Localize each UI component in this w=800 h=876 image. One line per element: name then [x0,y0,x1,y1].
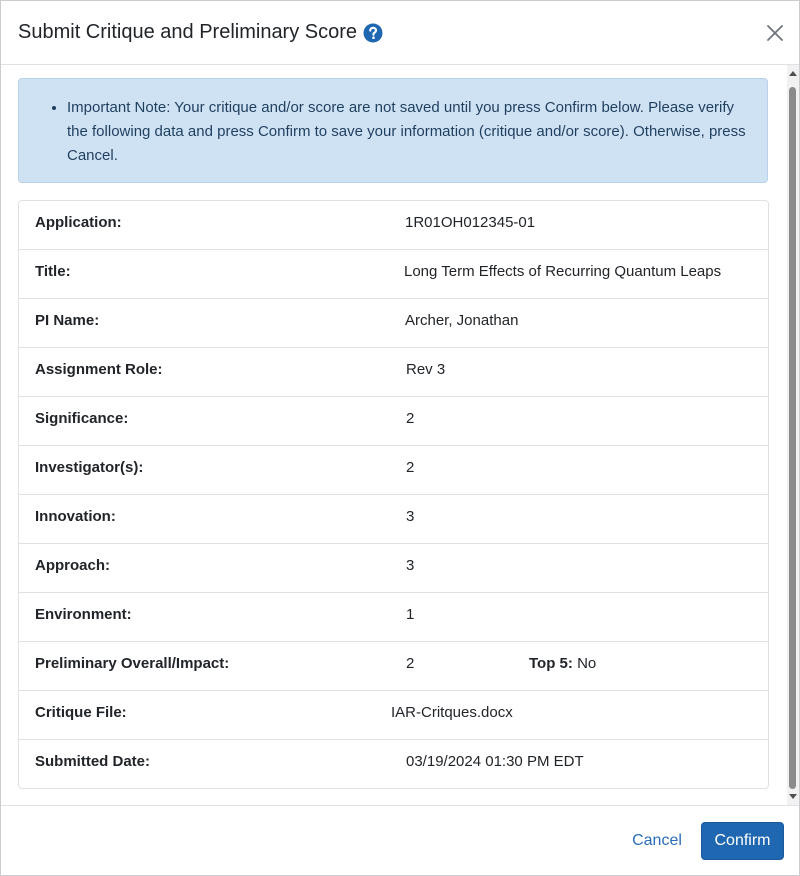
pi-name-value: Archer, Jonathan [405,312,519,329]
close-icon [763,21,787,45]
table-row [19,543,768,592]
assignment-role-label: Assignment Role: [35,361,163,378]
submitted-date-value: 03/19/2024 01:30 PM EDT [406,753,584,770]
submitted-date-label: Submitted Date: [35,753,151,770]
close-button[interactable] [763,21,787,45]
dialog-title [18,21,383,44]
cancel-button[interactable]: Cancel [621,822,693,860]
top5-field [529,655,596,672]
table-row [19,739,768,788]
scroll-up-arrow-icon[interactable] [787,67,799,81]
significance-value: 2 [406,410,415,427]
application-label: Application: [35,214,122,231]
environment-value: 1 [406,606,415,623]
innovation-value: 3 [406,508,415,525]
approach-value: 3 [406,557,415,574]
dialog-footer [1,805,799,875]
important-note-alert [18,78,768,183]
preliminary-overall-label: Preliminary Overall/Impact: [35,655,230,672]
assignment-role-value: Rev 3 [406,361,446,378]
scrollbar-thumb[interactable] [789,87,796,789]
significance-label: Significance: [35,410,129,427]
table-row [19,249,768,298]
environment-label: Environment: [35,606,132,623]
table-row [19,641,768,690]
alert-line-1: Important Note: Your critique and/or score are not saved until you press Confirm below. [67,99,644,116]
table-row [19,396,768,445]
confirm-button[interactable]: Confirm [701,822,784,860]
dialog-scrollbar[interactable] [787,65,799,805]
table-row [19,201,768,249]
title-value: Long Term Effects of Recurring Quantum Leaps [404,263,722,280]
scroll-down-arrow-icon[interactable] [787,789,799,803]
critique-details-table [18,200,769,789]
alert-line-2: Please verify the following data and press Confirm to save your information (critique and/or score). Otherwise, press Cancel. [67,99,746,164]
investigators-value: 2 [406,459,415,476]
table-row [19,347,768,396]
dialog-title-text: Submit Critique and Preliminary Score [18,21,358,43]
table-row [19,494,768,543]
critique-file-value: IAR-Critques.docx [391,704,513,721]
dialog-body [1,65,787,805]
top5-value: No [577,655,597,672]
innovation-label: Innovation: [35,508,116,525]
dialog-header [1,1,799,65]
table-row [19,592,768,641]
investigators-label: Investigator(s): [35,459,144,476]
critique-file-label: Critique File: [35,704,127,721]
approach-label: Approach: [35,557,110,574]
question-circle-icon[interactable] [363,23,383,43]
top5-label: Top 5: [529,655,573,672]
preliminary-overall-value: 2 [406,655,415,672]
application-value: 1R01OH012345-01 [405,214,536,231]
table-row [19,298,768,347]
pi-name-label: PI Name: [35,312,100,329]
table-row [19,690,768,739]
table-row [19,445,768,494]
alert-text [67,96,747,168]
title-label: Title: [35,263,71,280]
